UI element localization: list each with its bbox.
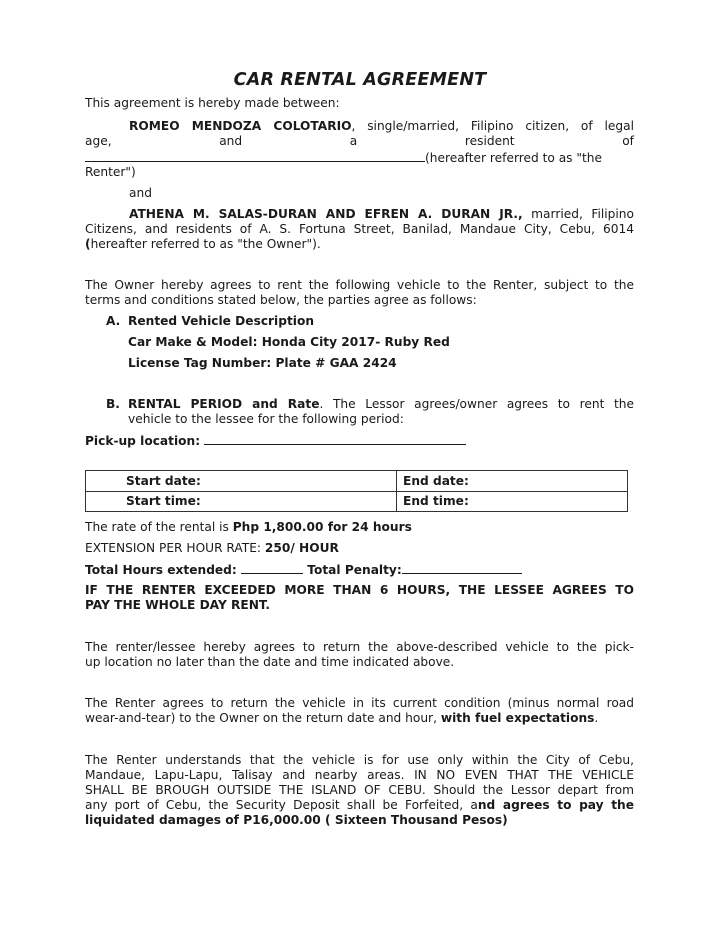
- license-tag-number: License Tag Number: Plate # GAA 2424: [128, 356, 397, 370]
- car-make-model: Car Make & Model: Honda City 2017- Ruby Red: [128, 335, 450, 349]
- condition-line-2-text: wear-and-tear) to the Owner on the return date and hour,: [85, 711, 441, 725]
- condition-line-1: The Renter agrees to return the vehicle in its current condition (minus normal road: [85, 696, 634, 710]
- return-line-1: The renter/lessee hereby agrees to return the above-described vehicle to the pick-: [85, 640, 634, 654]
- start-date-label: Start date:: [126, 473, 201, 488]
- renter-word-a: a: [349, 134, 358, 148]
- section-b-heading: RENTAL PERIOD and Rate: [128, 397, 320, 411]
- extension-rate-value: 250/ HOUR: [264, 541, 339, 555]
- total-penalty-label: Total Penalty:: [307, 563, 402, 577]
- owner-line-3: [85, 237, 321, 252]
- pickup-location-blank[interactable]: [204, 433, 466, 445]
- owner-agrees-line-2: terms and conditions stated below, the parties agree as follows:: [85, 293, 477, 307]
- owner-line-1: [85, 207, 634, 222]
- extension-rate: [85, 541, 339, 556]
- owner-paren: (: [85, 237, 91, 251]
- table-row: [86, 471, 628, 492]
- use-line-4: [85, 798, 634, 813]
- rental-rate-value: Php 1,800.00 for 24 hours: [232, 520, 412, 534]
- pickup-location-label: Pick-up location:: [85, 434, 201, 448]
- renter-line-3: [85, 150, 645, 166]
- use-line-4-bold: nd agrees to pay the: [477, 798, 634, 812]
- renter-word-of: of: [622, 134, 634, 148]
- residence-blank[interactable]: [85, 150, 425, 162]
- use-line-4-text: any port of Cebu, the Security Deposit shall be Forfeited, a: [85, 798, 478, 812]
- rental-rate-text: The rate of the rental is: [85, 520, 233, 534]
- renter-word-and: and: [219, 134, 243, 148]
- start-time-label: Start time:: [126, 494, 201, 509]
- renter-line-4: Renter"): [85, 165, 136, 179]
- owner-line-3-rest: hereafter referred to as "the Owner").: [90, 237, 321, 251]
- condition-period: .: [594, 711, 599, 725]
- intro-text: This agreement is hereby made between:: [85, 96, 340, 110]
- end-date-cell[interactable]: [397, 471, 628, 492]
- renter-word-age: age,: [85, 134, 112, 148]
- renter-word-resident: resident: [464, 134, 515, 148]
- table-row: [86, 491, 628, 512]
- rental-period-table: [85, 470, 628, 512]
- end-date-label: End date:: [403, 473, 469, 488]
- owner-line-1-rest: married, Filipino: [522, 207, 634, 221]
- pickup-location-row: [85, 433, 466, 449]
- total-penalty-blank[interactable]: [402, 562, 522, 574]
- section-a-marker: A.: [106, 314, 121, 328]
- renter-name: ROMEO MENDOZA COLOTARIO: [129, 119, 352, 133]
- use-line-3: SHALL BE BROUGH OUTSIDE THE ISLAND OF CEBU. Should the Lessor depart from: [85, 783, 634, 797]
- end-time-label: End time:: [403, 494, 469, 509]
- fuel-expectations: with fuel expectations: [440, 711, 595, 725]
- renter-referred: (hereafter referred to as "the: [425, 151, 603, 165]
- rental-rate: [85, 520, 412, 535]
- start-time-cell[interactable]: [86, 491, 397, 512]
- section-b-line-1-rest: . The Lessor agrees/owner agrees to rent the: [319, 397, 635, 411]
- totals-row: [85, 562, 522, 578]
- total-hours-label: Total Hours extended:: [85, 563, 237, 577]
- renter-line-1-rest: , single/married, Filipino citizen, of legal: [351, 119, 634, 133]
- start-date-cell[interactable]: [86, 471, 397, 492]
- and-word: and: [129, 186, 152, 200]
- condition-line-2: [85, 711, 598, 726]
- exceed-line-1: IF THE RENTER EXCEEDED MORE THAN 6 HOURS, THE LESSEE AGREES TO: [85, 583, 634, 597]
- owner-names: ATHENA M. SALAS-DURAN AND EFREN A. DURAN JR.,: [129, 207, 523, 221]
- section-b-line-1: [128, 397, 634, 412]
- exceed-line-2: PAY THE WHOLE DAY RENT.: [85, 598, 271, 612]
- owner-agrees-line-1: The Owner hereby agrees to rent the following vehicle to the Renter, subject to the: [85, 278, 634, 292]
- renter-line-2: [85, 134, 634, 149]
- owner-line-2: Citizens, and residents of A. S. Fortuna Street, Banilad, Mandaue City, Cebu, 6014: [85, 222, 634, 236]
- section-b-marker: B.: [106, 397, 120, 411]
- total-hours-blank[interactable]: [241, 562, 303, 574]
- document-title: CAR RENTAL AGREEMENT: [233, 70, 487, 90]
- use-line-5: liquidated damages of P16,000.00 ( Sixteen Thousand Pesos): [85, 813, 508, 827]
- section-b-line-2: vehicle to the lessee for the following period:: [128, 412, 404, 426]
- extension-rate-text: EXTENSION PER HOUR RATE:: [85, 541, 265, 555]
- use-line-2: Mandaue, Lapu-Lapu, Talisay and nearby areas. IN NO EVEN THAT THE VEHICLE: [85, 768, 634, 782]
- section-a-heading: Rented Vehicle Description: [128, 314, 315, 328]
- return-line-2: up location no later than the date and time indicated above.: [85, 655, 455, 669]
- use-line-1: The Renter understands that the vehicle is for use only within the City of Cebu,: [85, 753, 634, 767]
- renter-line-1: [85, 119, 634, 134]
- end-time-cell[interactable]: [397, 491, 628, 512]
